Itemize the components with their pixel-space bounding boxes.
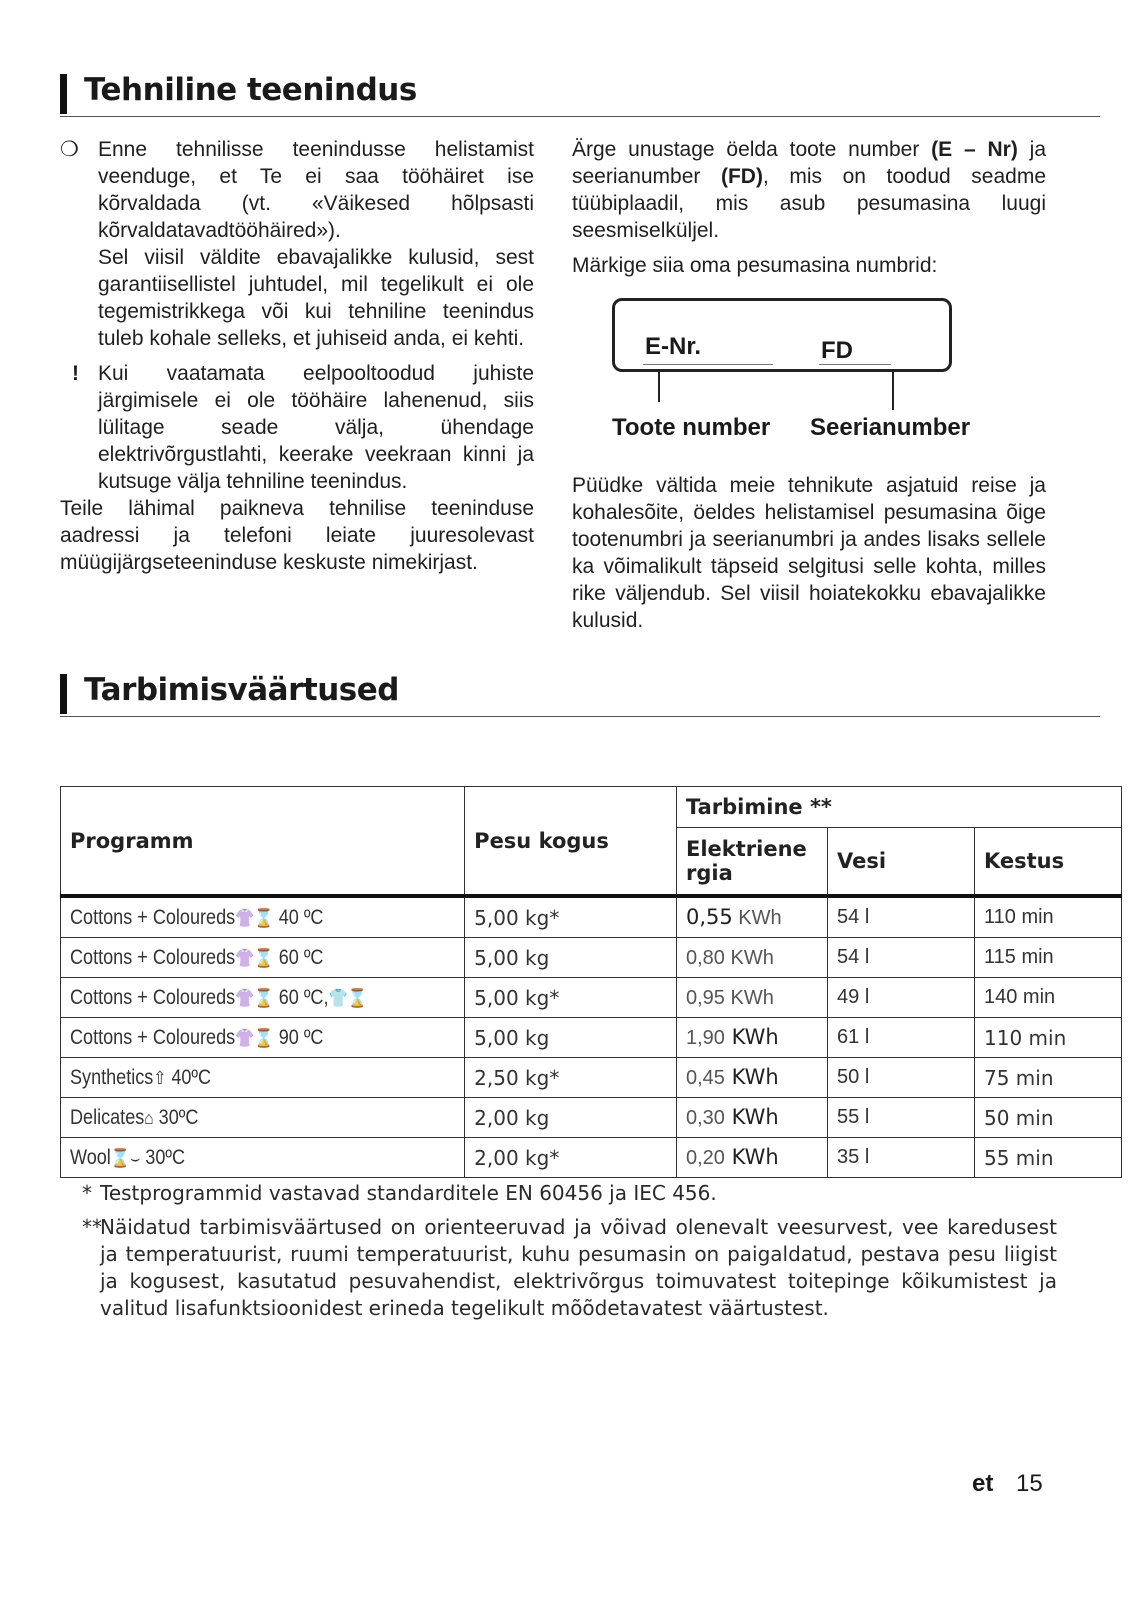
energy-cell (676, 1018, 827, 1058)
header-load: Pesu kogus (465, 787, 677, 897)
paragraph: Ärge unustage öelda toote number (E – Nr) ja seerianumber (FD), mis on toodud seadme tüübiplaadil, mis asub pesumasina luugi seesmiselküljel. (572, 138, 1046, 242)
energy-cell (676, 978, 827, 1018)
right-column (572, 136, 1046, 279)
program-cell (61, 978, 465, 1018)
footnote-consumption (82, 1214, 1057, 1322)
program-name: Cottons + Coloureds (70, 1026, 236, 1049)
load-cell: 5,00 kg* (465, 896, 677, 938)
energy-unit: KWh (724, 947, 774, 969)
duration-cell: 110 min (975, 896, 1122, 938)
fd-underline (819, 364, 891, 365)
section-heading-service (60, 72, 1100, 117)
header-water: Vesi (828, 828, 975, 897)
program-cell (61, 938, 465, 978)
program-cell (61, 896, 465, 938)
wash-symbol-icon: 👕⌛ (328, 987, 368, 1008)
program-cell (61, 1018, 465, 1058)
product-number-caption: Toote number (612, 414, 771, 441)
load-cell: 2,00 kg* (465, 1138, 677, 1178)
wash-symbol-icon: 👚⌛ (235, 947, 274, 968)
energy-value: 0,95 (685, 987, 725, 1009)
water-cell: 49 l (828, 978, 975, 1018)
exclamation-icon: ! (72, 362, 79, 385)
program-temperature: 40 ºC (273, 906, 324, 929)
program-temperature: 60 ºC, (273, 986, 329, 1009)
energy-cell (676, 1138, 827, 1178)
footnote-test (82, 1180, 1057, 1207)
water-cell: 50 l (828, 1058, 975, 1098)
duration-cell: 115 min (975, 938, 1122, 978)
water-cell: 55 l (828, 1098, 975, 1138)
water-cell: 35 l (828, 1138, 975, 1178)
fd-label: FD (821, 337, 853, 364)
paragraph: Kui vaatamata eelpooltoodud juhiste järgimisele ei ole tööhäire lahenenud, siis lülitage seade välja, ühendage elektrivõrgustlahti, keerake veekraan kinni ja kutsuge välja tehniline teenindus. (98, 362, 534, 493)
energy-unit: KWh (724, 1025, 779, 1049)
load-cell: 2,00 kg (465, 1098, 677, 1138)
program-name: Wool (70, 1146, 111, 1169)
footnote-mark: ** (82, 1215, 102, 1239)
duration-cell: 110 min (975, 1018, 1122, 1058)
energy-value: 1,90 (685, 1027, 725, 1049)
circle-bullet-icon: ❍ (60, 138, 79, 161)
list-item-warning (60, 360, 534, 495)
section-heading-consumption (60, 672, 1100, 717)
wash-symbol-icon: 👚⌛ (235, 1027, 274, 1048)
right-column-bottom (572, 472, 1046, 634)
paragraph: Sel viisil väldite ebavajalikke kulusid, sest garantiisellistel juhtudel, mil tegelikult ei ole tegemistrikkega või kui tehniline teenindus tuleb kohale selleks, et juhiseid anda, ei kehti. (98, 246, 534, 350)
pointer-line (892, 370, 894, 410)
footnote-text: Testprogrammid vastavad standarditele EN 60456 ja IEC 456. (100, 1181, 717, 1205)
water-cell: 54 l (828, 896, 975, 938)
energy-value: 0,20 (685, 1147, 725, 1169)
program-cell (61, 1138, 465, 1178)
load-cell: 2,50 kg* (465, 1058, 677, 1098)
list-item-circle (60, 136, 534, 352)
program-temperature: 60 ºC (273, 946, 324, 969)
type-plate (612, 298, 952, 372)
header-energy: Elektriene rgia (676, 828, 827, 897)
table-row (61, 978, 1122, 1018)
load-cell: 5,00 kg (465, 1018, 677, 1058)
table-row (61, 938, 1122, 978)
header-program: Programm (61, 787, 465, 897)
water-cell: 61 l (828, 1018, 975, 1058)
wash-symbol-icon: 👚⌛ (235, 987, 274, 1008)
footnote-mark: * (82, 1181, 92, 1205)
table-row (61, 1138, 1122, 1178)
header-consumption: Tarbimine ** (676, 787, 1121, 828)
energy-cell (676, 938, 827, 978)
header-duration: Kestus (975, 828, 1122, 897)
energy-unit: KWh (724, 1105, 779, 1129)
energy-cell (676, 896, 827, 938)
program-cell (61, 1058, 465, 1098)
enr-label: E-Nr. (645, 333, 702, 360)
energy-unit: KWh (724, 1065, 779, 1089)
program-temperature: 40ºC (166, 1066, 212, 1089)
pointer-line (658, 370, 660, 402)
energy-cell (676, 1058, 827, 1098)
load-cell: 5,00 kg* (465, 978, 677, 1018)
table-row (61, 1098, 1122, 1138)
energy-unit: KWh (724, 987, 774, 1009)
wash-symbol-icon: 👚⌛ (235, 907, 274, 928)
energy-value: 0,55 (685, 905, 733, 929)
paragraph: Püüdke vältida meie tehnikute asjatuid reise ja kohalesõite, öeldes helistamisel pesumasina õige tootenumbri ja seerianumbri ja andes lisaks sellele ka võimalikult täpseid selgitusi selle kohta, milles rike väljendub. Sel viisil hoiatekokku ebavajalikke kulusid. (572, 474, 1046, 632)
table-row (61, 1058, 1122, 1098)
page-number: 15 (1016, 1470, 1043, 1497)
paragraph: Märkige siia oma pesumasina numbrid: (572, 254, 938, 277)
program-temperature: 30ºC (153, 1106, 199, 1129)
energy-cell (676, 1098, 827, 1138)
paragraph: Teile lähimal paikneva tehnilise teeninduse aadressi ja telefoni leiate juuresolevast müügijärgseteeninduse keskuste nimekirjast. (60, 497, 534, 574)
program-cell (61, 1098, 465, 1138)
footnote-text: Näidatud tarbimisväärtused on orienteeruvad ja võivad olenevalt veesurvest, vee karedusest ja temperatuurist, ruumi temperatuurist, kuhu pesumasin on paigaldatud, pestava pesu liigist ja kogusest, kasutatud pesuvahendist, elektrivõrgus toimuvatest toitepinge kõikumistest ja valitud lisafunktsioonidest erineda tegelikult mõõdetavatest väärtustest. (100, 1215, 1057, 1320)
table-row (61, 1018, 1122, 1058)
duration-cell: 55 min (975, 1138, 1122, 1178)
serial-number-caption: Seerianumber (810, 414, 971, 441)
wash-symbol-icon: ⌂ (144, 1107, 154, 1128)
duration-cell: 140 min (975, 978, 1122, 1018)
program-temperature: 90 ºC (273, 1026, 324, 1049)
program-name: Cottons + Coloureds (70, 986, 236, 1009)
load-cell: 5,00 kg (465, 938, 677, 978)
section-title: Tarbimisväärtused (84, 672, 399, 708)
water-cell: 54 l (828, 938, 975, 978)
wash-symbol-icon: ⌛⌣ (110, 1147, 141, 1168)
consumption-table (60, 786, 1122, 1178)
left-column (60, 136, 534, 576)
energy-value: 0,80 (685, 947, 725, 969)
heading-bar (60, 74, 67, 114)
program-name: Cottons + Coloureds (70, 906, 236, 929)
heading-bar (60, 674, 67, 714)
energy-unit: KWh (732, 907, 782, 929)
language-code: et (972, 1470, 994, 1497)
program-name: Cottons + Coloureds (70, 946, 236, 969)
table-row (61, 896, 1122, 938)
enr-underline (643, 364, 773, 365)
energy-value: 0,30 (685, 1107, 725, 1129)
energy-value: 0,45 (685, 1067, 725, 1089)
program-name: Delicates (70, 1106, 145, 1129)
duration-cell: 75 min (975, 1058, 1122, 1098)
duration-cell: 50 min (975, 1098, 1122, 1138)
wash-symbol-icon: ⇧ (153, 1067, 167, 1088)
program-temperature: 30ºC (140, 1146, 186, 1169)
paragraph: Enne tehnilisse teenindusse helistamist veenduge, et Te ei saa tööhäiret ise kõrvaldada (vt. «Väikesed hõlpsasti kõrvaldatavadtööhäired»). (98, 138, 534, 242)
energy-unit: KWh (724, 1145, 779, 1169)
section-title: Tehniline teenindus (84, 72, 417, 108)
program-name: Synthetics (70, 1066, 154, 1089)
